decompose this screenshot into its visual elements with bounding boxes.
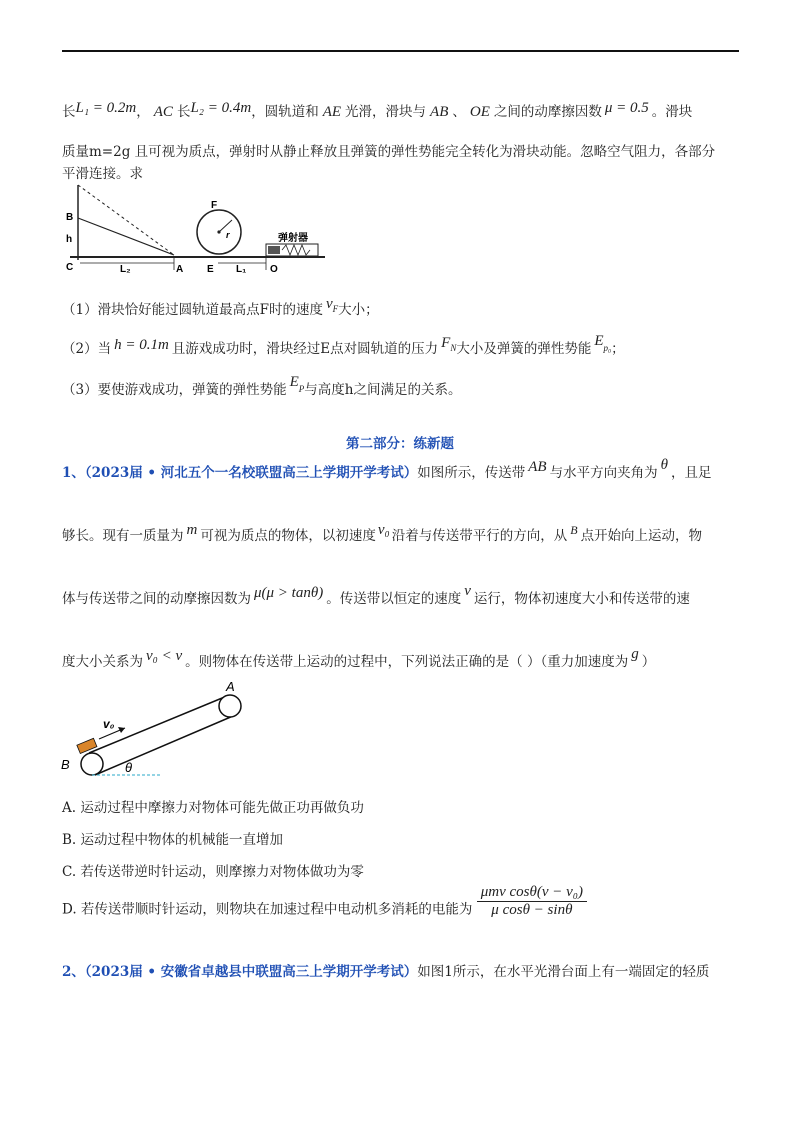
subscript: F — [332, 303, 339, 314]
formula-numerator: μmv cosθ(v − v₀) — [477, 884, 587, 902]
label-L1: L₁ — [236, 264, 247, 275]
formula: h = 0.1m — [114, 337, 169, 353]
p1-line-3 — [62, 583, 690, 608]
label-r: r — [226, 230, 230, 240]
label-theta: θ — [125, 760, 133, 775]
option-D — [62, 884, 587, 919]
pulley-B — [81, 753, 103, 775]
text: ，且足 — [670, 465, 712, 481]
text: 与高度h之间满足的关系。 — [304, 382, 462, 398]
label-C: C — [66, 262, 74, 273]
belt-bottom-line — [95, 716, 233, 775]
symbol: E — [594, 333, 604, 349]
problem-source: （2023届 • 河北五个一名校联盟高三上学期开学考试） — [84, 465, 418, 481]
text: 。传送带以恒定的速度 — [326, 591, 462, 607]
symbol: g — [631, 646, 639, 662]
text: 大小； — [338, 302, 379, 318]
symbol: F — [441, 335, 451, 351]
label-E: E — [207, 264, 214, 275]
label-v0: v₀ — [103, 717, 115, 731]
text: 运行，物体初速度大小和传送带的速 — [473, 591, 690, 607]
track-figure — [60, 180, 340, 280]
formula: μ = 0.5 — [604, 100, 649, 116]
symbol: E — [289, 374, 299, 390]
text: （3）要使游戏成功，弹簧的弹性势能 — [62, 382, 287, 398]
question-3 — [62, 374, 462, 400]
label-B: B — [66, 212, 74, 223]
text: 体与传送带之间的动摩擦因数为 — [62, 591, 251, 607]
pulley-A — [219, 695, 241, 717]
question-2 — [62, 333, 625, 359]
formula-denominator: μ cosθ − sinθ — [491, 902, 573, 918]
text: 沿着与传送带平行的方向，从 — [391, 528, 568, 544]
label-B: B — [61, 757, 70, 772]
text: （2）当 — [62, 341, 112, 357]
text: 如图1所示，在水平光滑台面上有一端固定的轻质 — [417, 964, 710, 980]
problem-source: （2023届 • 安徽省卓越县中联盟高三上学期开学考试） — [84, 964, 418, 980]
text: 够长。现有一质量为 — [62, 528, 184, 544]
p1-line-2 — [62, 524, 702, 545]
symbol: v₀ — [377, 522, 390, 538]
text: 与水平方向夹角为 — [549, 465, 658, 481]
option-D-formula — [477, 884, 587, 919]
option-B: B. 运动过程中物体的机械能一直增加 — [62, 832, 284, 848]
symbol: B — [570, 523, 578, 537]
section-title: 第二部分：练新题 — [346, 436, 454, 452]
label-F: F — [211, 200, 218, 211]
label-h: h — [66, 234, 73, 245]
text: ） — [641, 654, 656, 670]
dashed-line — [78, 185, 174, 255]
text: 且游戏成功时，滑块经过E点对圆轨道的压力 — [171, 341, 439, 357]
text: 。则物体在传送带上运动的过程中，下列说法正确的是（ ）（重力加速度为 — [185, 654, 629, 670]
formula: L₂ = 0.4m — [190, 100, 252, 116]
symbol: AB — [528, 459, 547, 475]
text: 、 — [452, 104, 466, 120]
prev-line-2: 质量m=2g 且可视为质点，弹射时从静止释放且弹簧的弹性势能完全转化为滑块动能。忽略空气阻力，各部分 — [62, 144, 716, 160]
text: 如图所示，传送带 — [417, 465, 526, 481]
p1-line-4 — [62, 646, 656, 671]
text: 度大小关系为 — [62, 654, 143, 670]
text: 光滑，滑块与 — [345, 104, 427, 120]
text: ，圆轨道和 — [251, 104, 319, 120]
text: 之间的动摩擦因数 — [493, 104, 602, 120]
formula: v₀ < v — [146, 648, 183, 664]
p2-line-1 — [62, 960, 709, 980]
label-launcher: 弹射器 — [278, 233, 308, 244]
formula: AC — [153, 104, 173, 120]
text: 可视为质点的物体，以初速度 — [200, 528, 376, 544]
center-dot — [217, 230, 220, 233]
option-A: A. 运动过程中摩擦力对物体可能先做正功再做负功 — [62, 800, 364, 816]
subscript: P — [298, 383, 305, 394]
text: ， — [136, 104, 150, 120]
label-L2: L₂ — [120, 264, 131, 275]
option-C: C. 若传送带逆时针运动，则摩擦力对物体做功为零 — [62, 864, 364, 880]
text: 长 — [176, 104, 191, 120]
formula: OE — [469, 104, 490, 120]
label-O: O — [270, 264, 278, 275]
p1-line-1 — [62, 457, 712, 482]
subscript: N — [450, 342, 457, 353]
text: 。滑块 — [651, 104, 693, 120]
symbol: v — [464, 583, 471, 599]
label-A: A — [226, 682, 235, 694]
text: 点开始向上运动，物 — [580, 528, 703, 544]
ramp-line — [78, 218, 174, 255]
formula: μ(μ > tanθ) — [254, 585, 324, 601]
text: 长 — [62, 104, 76, 120]
prev-line-1 — [62, 100, 692, 121]
option-D-text: D. 若传送带顺时针运动，则物块在加速过程中电动机多消耗的电能为 — [62, 901, 473, 918]
symbol: m — [186, 522, 198, 538]
header-rule — [62, 50, 739, 52]
conveyor-figure — [55, 682, 255, 782]
symbol: θ — [660, 457, 668, 473]
text: 大小及弹簧的弹性势能 — [456, 341, 592, 357]
subscript: p₀ — [603, 342, 612, 353]
symbol: v — [325, 296, 333, 312]
launcher-block — [268, 246, 280, 254]
label-A: A — [176, 264, 184, 275]
prev-line-3: 平滑连接。求 — [62, 166, 143, 182]
text: （1）滑块恰好能过圆轨道最高点F时的速度 — [62, 302, 323, 318]
question-1 — [62, 298, 379, 320]
text: ； — [611, 341, 625, 357]
problem-number: 1、 — [62, 465, 85, 481]
problem-number: 2、 — [62, 964, 85, 980]
formula: L₁ = 0.2m — [75, 100, 137, 116]
formula: AB — [430, 104, 449, 120]
formula: AE — [322, 104, 342, 120]
